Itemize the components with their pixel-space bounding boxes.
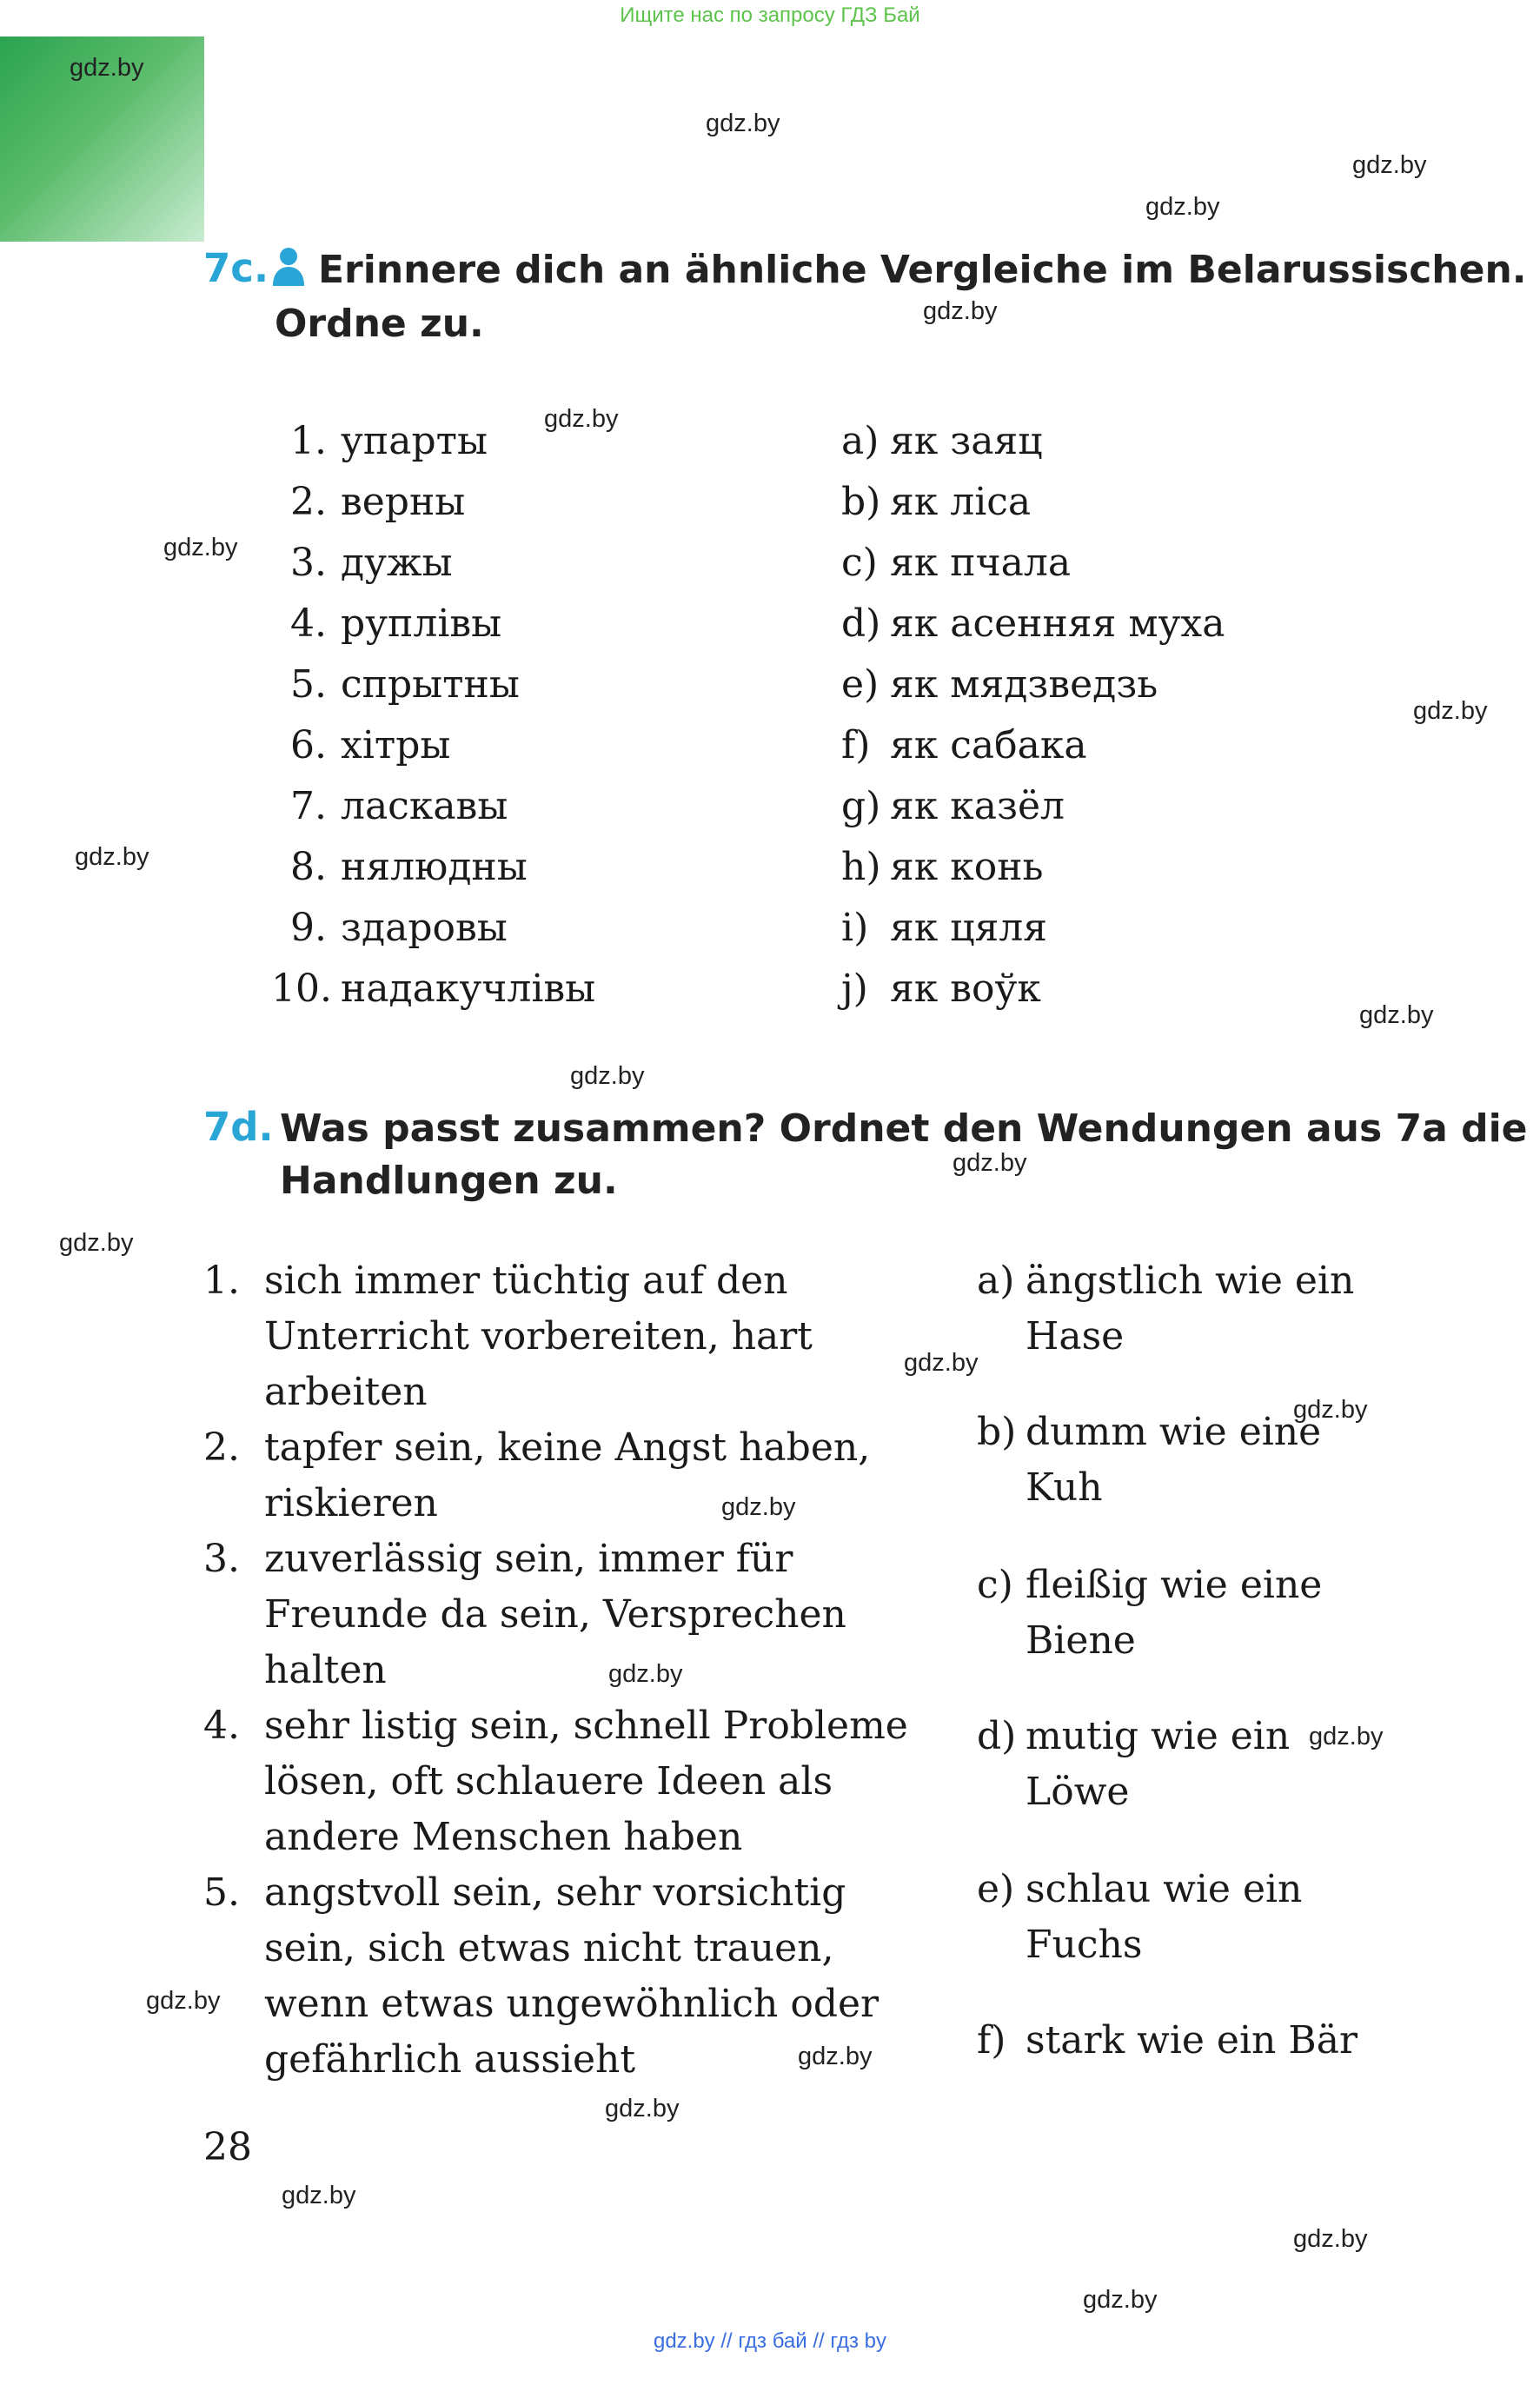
- list-item-text: sehr listig sein, schnell Probleme: [264, 1704, 908, 1748]
- list-item-text: руплівы: [341, 601, 502, 646]
- list-item-text: fleißig wie eine: [1026, 1563, 1323, 1607]
- list-item-text: Löwe: [1026, 1770, 1130, 1814]
- watermark: gdz.by: [1145, 193, 1220, 221]
- list-item-number: 1.: [290, 419, 327, 463]
- list-item-text: як сабака: [890, 723, 1087, 767]
- watermark: gdz.by: [798, 2043, 873, 2070]
- list-item-text: tapfer sein, keine Angst haben,: [264, 1425, 871, 1470]
- list-item-letter: f): [977, 2018, 1006, 2063]
- list-item-number: 3.: [290, 541, 327, 585]
- list-item-text: дужы: [341, 541, 453, 585]
- list-item-text: як цяля: [890, 906, 1048, 950]
- list-item-letter: d): [841, 601, 881, 646]
- list-item-number: 1.: [203, 1259, 240, 1303]
- list-item-letter: i): [841, 906, 869, 950]
- task-7d-title-line2: Handlungen zu.: [280, 1159, 618, 1203]
- list-item-number: 7.: [290, 784, 327, 828]
- list-item-text: як пчала: [890, 541, 1072, 585]
- list-item-text: як мядзведзь: [890, 662, 1158, 707]
- list-item-letter: a): [977, 1259, 1015, 1303]
- list-item-text: halten: [264, 1648, 387, 1692]
- task-7d-number: 7d.: [203, 1104, 274, 1150]
- list-item-text: wenn etwas ungewöhnlich oder: [264, 1982, 880, 2026]
- list-item-text: Freunde da sein, Versprechen: [264, 1592, 846, 1637]
- list-item-text: zuverlässig sein, immer für: [264, 1537, 793, 1581]
- watermark: gdz.by: [163, 534, 238, 561]
- watermark: gdz.by: [706, 110, 780, 137]
- list-item-letter: j): [841, 967, 868, 1011]
- top-banner[interactable]: Ищите нас по запросу ГДЗ Бай: [620, 3, 920, 27]
- list-item-text: як асенняя муха: [890, 601, 1225, 646]
- list-item-text: dumm wie eine: [1026, 1410, 1322, 1454]
- list-item-letter: e): [841, 662, 880, 707]
- list-item-letter: h): [841, 845, 881, 889]
- list-item-text: Biene: [1026, 1618, 1136, 1663]
- watermark: gdz.by: [605, 2095, 680, 2123]
- list-item-text: sich immer tüchtig auf den: [264, 1259, 788, 1303]
- watermark: gdz.by: [1293, 2225, 1368, 2253]
- watermark: gdz.by: [1352, 151, 1427, 179]
- list-item-text: верны: [341, 480, 466, 524]
- task-7d-title-line1: Was passt zusammen? Ordnet den Wendungen aus 7a die: [280, 1106, 1528, 1151]
- list-item-text: як казёл: [890, 784, 1065, 828]
- list-item-letter: c): [977, 1563, 1013, 1607]
- list-item-number: 5.: [290, 662, 327, 707]
- watermark: gdz.by: [570, 1062, 645, 1090]
- list-item-text: ängstlich wie ein: [1026, 1259, 1355, 1303]
- person-icon: [271, 247, 306, 287]
- list-item-text: здаровы: [341, 906, 508, 950]
- list-item-text: gefährlich aussieht: [264, 2037, 636, 2082]
- watermark: gdz.by: [146, 1987, 221, 2015]
- list-item-letter: g): [841, 784, 881, 828]
- list-item-letter: e): [977, 1867, 1015, 1911]
- list-item-text: schlau wie ein: [1026, 1867, 1303, 1911]
- list-item-text: arbeiten: [264, 1370, 428, 1414]
- list-item-number: 3.: [203, 1537, 240, 1581]
- list-item-text: як заяц: [890, 419, 1043, 463]
- watermark: gdz.by: [1293, 1396, 1368, 1424]
- list-item-letter: b): [977, 1410, 1017, 1454]
- task-7c-title-line1: Erinnere dich an ähnliche Vergleiche im Belarussischen.: [318, 248, 1527, 292]
- watermark: gdz.by: [1413, 697, 1488, 725]
- list-item-text: Unterricht vorbereiten, hart: [264, 1314, 813, 1359]
- list-item-text: хітры: [341, 723, 451, 767]
- list-item-text: lösen, oft schlauere Ideen als: [264, 1759, 833, 1804]
- list-item-text: sein, sich etwas nicht trauen,: [264, 1926, 834, 1970]
- watermark: gdz.by: [923, 297, 998, 325]
- list-item-text: ласкавы: [341, 784, 508, 828]
- watermark: gdz.by: [70, 54, 144, 82]
- list-item-number: 9.: [290, 906, 327, 950]
- list-item-text: надакучлівы: [341, 967, 596, 1011]
- watermark: gdz.by: [1359, 1001, 1434, 1029]
- list-item-letter: d): [977, 1714, 1017, 1758]
- list-item-text: Hase: [1026, 1314, 1125, 1359]
- list-item-text: riskieren: [264, 1481, 438, 1525]
- list-item-text: Kuh: [1026, 1465, 1103, 1510]
- list-item-letter: b): [841, 480, 881, 524]
- page-number: 28: [203, 2125, 252, 2169]
- task-7c-title-line2: Ordne zu.: [275, 302, 484, 346]
- list-item-number: 5.: [203, 1870, 240, 1915]
- watermark: gdz.by: [1083, 2286, 1158, 2314]
- list-item-text: angstvoll sein, sehr vorsichtig: [264, 1870, 846, 1915]
- list-item-text: як конь: [890, 845, 1044, 889]
- watermark: gdz.by: [608, 1660, 683, 1688]
- watermark: gdz.by: [1309, 1723, 1384, 1751]
- watermark: gdz.by: [75, 843, 149, 871]
- list-item-letter: f): [841, 723, 871, 767]
- list-item-text: mutig wie ein: [1026, 1714, 1291, 1758]
- list-item-number: 8.: [290, 845, 327, 889]
- watermark: gdz.by: [721, 1493, 796, 1521]
- watermark: gdz.by: [282, 2182, 356, 2209]
- task-7c-number: 7c.: [203, 245, 269, 291]
- list-item-text: Fuchs: [1026, 1923, 1143, 1967]
- list-item-text: упарты: [341, 419, 488, 463]
- list-item-number: 4.: [203, 1704, 240, 1748]
- list-item-number: 6.: [290, 723, 327, 767]
- watermark: gdz.by: [953, 1149, 1027, 1177]
- watermark: gdz.by: [544, 405, 619, 433]
- list-item-number: 10.: [271, 967, 332, 1011]
- list-item-text: спрытны: [341, 662, 520, 707]
- list-item-number: 2.: [290, 480, 327, 524]
- list-item-number: 2.: [203, 1425, 240, 1470]
- watermark: gdz.by: [59, 1229, 134, 1257]
- list-item-letter: a): [841, 419, 880, 463]
- watermark: gdz.by: [904, 1349, 979, 1377]
- list-item-number: 4.: [290, 601, 327, 646]
- list-item-text: як воўк: [890, 967, 1041, 1011]
- list-item-text: stark wie ein Bär: [1026, 2018, 1357, 2063]
- list-item-text: як ліса: [890, 480, 1032, 524]
- list-item-letter: c): [841, 541, 878, 585]
- footer-links[interactable]: gdz.by // гдз бай // гдз by: [653, 2329, 887, 2353]
- list-item-text: andere Menschen haben: [264, 1815, 743, 1859]
- list-item-text: нялюдны: [341, 845, 528, 889]
